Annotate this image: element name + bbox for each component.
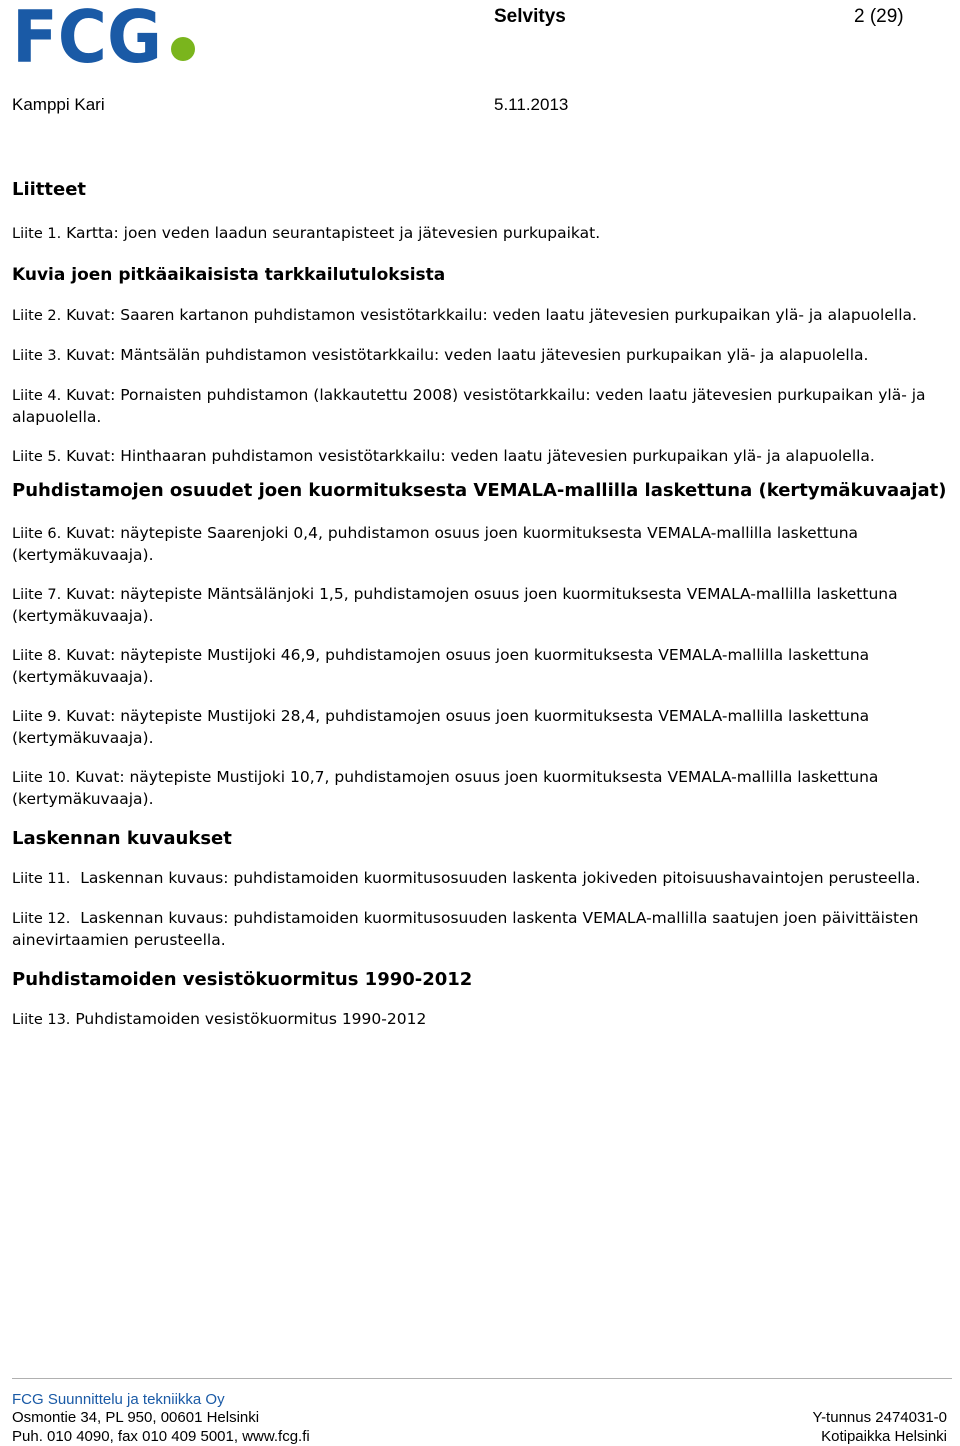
appendix-11 xyxy=(12,868,954,890)
section-title-calculation-descriptions: Laskennan kuvaukset xyxy=(12,828,232,849)
appendix-text: Laskennan kuvaus: puhdistamoiden kuormitusosuuden laskenta jokiveden pitoisuushavaintojen perusteella. xyxy=(70,869,921,887)
appendix-text: Kuvat: Hinthaaran puhdistamon vesistötarkkailu: veden laatu jätevesien purkupaikan ylä- ja alapuolella. xyxy=(61,447,875,465)
page-number: 2 (29) xyxy=(854,6,904,27)
fcg-logo-graphic xyxy=(12,4,202,66)
appendix-text: Kuvat: Mäntsälän puhdistamon vesistötarkkailu: veden laatu jätevesien purkupaikan ylä- ja alapuolella. xyxy=(61,346,869,364)
logo-green-dot xyxy=(171,37,195,61)
appendix-text: Puhdistamoiden vesistökuormitus 1990-2012 xyxy=(70,1010,427,1028)
appendix-label: Liite 11. xyxy=(12,871,71,887)
appendix-9 xyxy=(12,706,954,749)
appendix-13 xyxy=(12,1009,954,1031)
section-title-treatment-loading: Puhdistamoiden vesistökuormitus 1990-2012 xyxy=(12,969,473,990)
appendix-8 xyxy=(12,645,954,688)
appendix-2 xyxy=(12,305,954,327)
appendix-text: Laskennan kuvaus: puhdistamoiden kuormitusosuuden laskenta VEMALA-mallilla saatujen joen päivittäisten ainevirtaamien perusteella. xyxy=(12,909,924,949)
appendix-text: Kuvat: näytepiste Saarenjoki 0,4, puhdistamon osuus joen kuormituksesta VEMALA-mallilla laskettuna (kertymäkuvaaja). xyxy=(12,524,859,564)
footer-address: Osmontie 34, PL 950, 00601 Helsinki xyxy=(12,1409,260,1426)
appendix-1 xyxy=(12,223,954,245)
appendix-label: Liite 12. xyxy=(12,911,71,927)
logo-text: FCG xyxy=(12,4,162,66)
appendix-3 xyxy=(12,345,954,367)
footer-domicile: Kotipaikka Helsinki xyxy=(821,1428,947,1445)
appendix-label: Liite 13. xyxy=(12,1012,71,1028)
document-date: 5.11.2013 xyxy=(494,95,569,114)
appendix-label: Liite 5. xyxy=(12,449,62,465)
appendix-label: Liite 7. xyxy=(12,587,62,603)
appendix-text: Kuvat: Saaren kartanon puhdistamon vesistötarkkailu: veden laatu jätevesien purkupaikan ylä- ja alapuolella. xyxy=(61,306,917,324)
appendix-label: Liite 1. xyxy=(12,226,62,242)
appendix-4 xyxy=(12,385,954,428)
appendix-text: Kartta: joen veden laadun seurantapisteet ja jätevesien purkupaikat. xyxy=(61,224,601,242)
footer-divider xyxy=(12,1378,952,1379)
appendix-label: Liite 6. xyxy=(12,526,62,542)
appendix-label: Liite 2. xyxy=(12,308,62,324)
appendix-list xyxy=(12,178,954,1049)
document-type: Selvitys xyxy=(494,6,566,27)
appendix-label: Liite 10. xyxy=(12,770,71,786)
appendix-text: Kuvat: näytepiste Mustijoki 28,4, puhdistamojen osuus joen kuormituksesta VEMALA-mallilla laskettuna (kertymäkuvaaja). xyxy=(12,707,870,747)
appendix-10 xyxy=(12,767,954,810)
appendix-label: Liite 9. xyxy=(12,709,62,725)
appendix-label: Liite 4. xyxy=(12,388,62,404)
footer-contact: Puh. 010 4090, fax 010 409 5001, www.fcg.fi xyxy=(12,1428,310,1445)
fcg-logo xyxy=(12,4,202,70)
appendix-12 xyxy=(12,908,954,951)
appendix-text: Kuvat: näytepiste Mäntsälänjoki 1,5, puhdistamojen osuus joen kuormituksesta VEMALA-mallilla laskettuna (kertymäkuvaaja). xyxy=(12,585,898,625)
appendix-text: Kuvat: Pornaisten puhdistamon (lakkautettu 2008) vesistötarkkailu: veden laatu jätevesien purkupaikan ylä- ja alapuolella. xyxy=(12,386,926,426)
appendices-heading: Liitteet xyxy=(12,179,87,200)
appendix-text: Kuvat: näytepiste Mustijoki 46,9, puhdistamojen osuus joen kuormituksesta VEMALA-mallilla laskettuna (kertymäkuvaaja). xyxy=(12,646,870,686)
appendix-text: Kuvat: näytepiste Mustijoki 10,7, puhdistamojen osuus joen kuormituksesta VEMALA-mallilla laskettuna (kertymäkuvaaja). xyxy=(12,768,879,808)
section-title-long-term-results: Kuvia joen pitkäaikaisista tarkkailutuloksista xyxy=(12,265,446,285)
footer-company-name: FCG Suunnittelu ja tekniikka Oy xyxy=(12,1391,225,1408)
appendix-label: Liite 3. xyxy=(12,348,62,364)
appendix-label: Liite 8. xyxy=(12,648,62,664)
appendix-6 xyxy=(12,523,954,566)
footer-business-id: Y-tunnus 2474031-0 xyxy=(812,1409,947,1426)
appendix-5 xyxy=(12,446,954,468)
document-author: Kamppi Kari xyxy=(12,95,105,114)
section-title-treatment-shares: Puhdistamojen osuudet joen kuormituksesta VEMALA-mallilla laskettuna (kertymäkuvaajat) xyxy=(12,480,947,501)
appendix-7 xyxy=(12,584,954,627)
